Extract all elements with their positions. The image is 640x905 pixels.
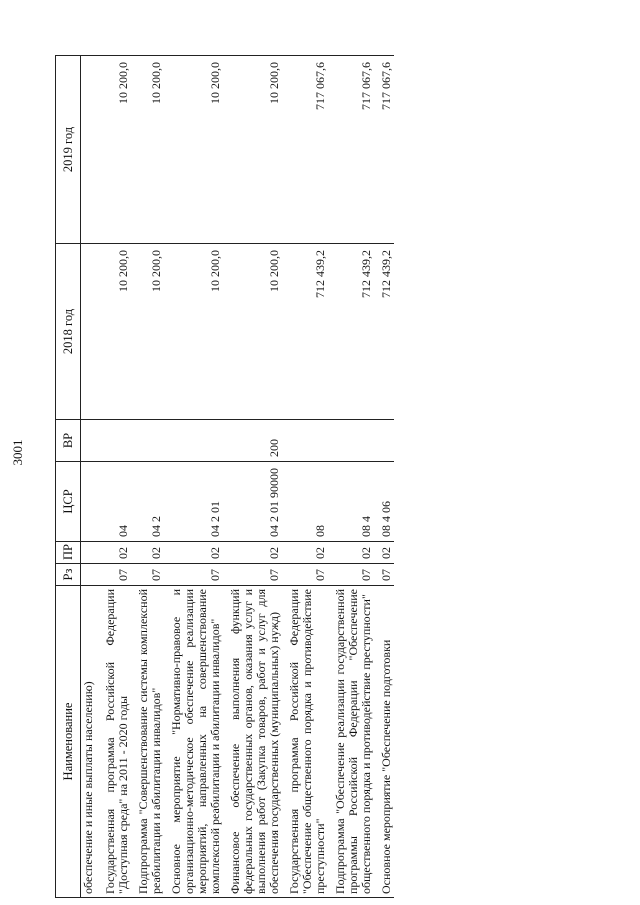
cell-pr: 02 [98,542,131,564]
cell-vr [328,420,374,462]
cell-2019: 10 200,0 [223,56,282,244]
cell-vr [81,420,99,462]
cell-name: Подпрограмма "Обеспечение реализации государственной программы Российской Федерации "Обеспечение общественного порядка и противодействие преступности" [328,586,374,898]
table-row [374,56,394,898]
header-pr: ПР [56,542,81,564]
header-2019: 2019 год [56,56,81,244]
cell-2019: 717 067,6 [282,56,328,244]
cell-csr: 04 2 01 [164,462,223,542]
cell-2018: 10 200,0 [164,244,223,420]
header-name: Наименование [56,586,81,898]
cell-rz: 07 [164,564,223,586]
cell-vr [131,420,164,462]
cell-2018: 712 439,2 [282,244,328,420]
cell-2019: 10 200,0 [98,56,131,244]
cell-rz: 07 [282,564,328,586]
cell-2019 [81,56,99,244]
cell-2018: 712 439,2 [328,244,374,420]
cell-csr: 04 2 [131,462,164,542]
header-vr: ВР [56,420,81,462]
cell-name: Подпрограмма "Совершенствование системы комплексной реабилитации и абилитации инвалидов" [131,586,164,898]
table-row [131,56,164,898]
cell-2018: 712 439,2 [374,244,394,420]
page-number: 3001 [10,439,25,466]
cell-pr: 02 [374,542,394,564]
cell-2018: 10 200,0 [223,244,282,420]
cell-2019: 717 067,6 [374,56,394,244]
cell-csr [81,462,99,542]
cell-name: Государственная программа Российской Федерации "Обеспечение общественного порядка и противодействие преступности" [282,586,328,898]
cell-csr: 04 [98,462,131,542]
table-header-row [56,56,81,898]
budget-table [55,55,394,898]
cell-rz: 07 [223,564,282,586]
cell-name: Основное мероприятие "Обеспечение подготовки [374,586,394,898]
cell-2019: 717 067,6 [328,56,374,244]
cell-2019: 10 200,0 [164,56,223,244]
cell-csr: 04 2 01 90000 [223,462,282,542]
cell-name: обеспечение и иные выплаты населению) [81,586,99,898]
header-csr: ЦСР [56,462,81,542]
cell-vr: 200 [223,420,282,462]
cell-rz: 07 [328,564,374,586]
table-row [164,56,223,898]
cell-pr: 02 [328,542,374,564]
table-row [81,56,99,898]
header-2018: 2018 год [56,244,81,420]
table-row [282,56,328,898]
cell-rz: 07 [131,564,164,586]
cell-2018: 10 200,0 [131,244,164,420]
cell-pr: 02 [131,542,164,564]
cell-pr: 02 [164,542,223,564]
cell-vr [98,420,131,462]
cell-2018 [81,244,99,420]
cell-name: Основное мероприятие "Нормативно-правовое и организационно-методическое обеспечение реализации мероприятий, направленных на совершенствование комплексной реабилитации и абилитации инвалидов" [164,586,223,898]
cell-csr: 08 [282,462,328,542]
cell-2018: 10 200,0 [98,244,131,420]
cell-vr [374,420,394,462]
table-row [98,56,131,898]
table-row [223,56,282,898]
cell-name: Государственная программа Российской Федерации "Доступная среда" на 2011 - 2020 годы [98,586,131,898]
cell-vr [282,420,328,462]
cell-2019: 10 200,0 [131,56,164,244]
cell-name: Финансовое обеспечение выполнения функций федеральных государственных органов, оказания услуг и выполнения работ (Закупка товаров, работ и услуг для обеспечения государственных (муниципальных) нужд) [223,586,282,898]
cell-rz [81,564,99,586]
table-row [328,56,374,898]
cell-csr: 08 4 [328,462,374,542]
header-rz: Рз [56,564,81,586]
cell-csr: 08 4 06 [374,462,394,542]
cell-rz: 07 [98,564,131,586]
cell-pr: 02 [223,542,282,564]
cell-rz: 07 [374,564,394,586]
cell-pr: 02 [282,542,328,564]
cell-vr [164,420,223,462]
cell-pr [81,542,99,564]
